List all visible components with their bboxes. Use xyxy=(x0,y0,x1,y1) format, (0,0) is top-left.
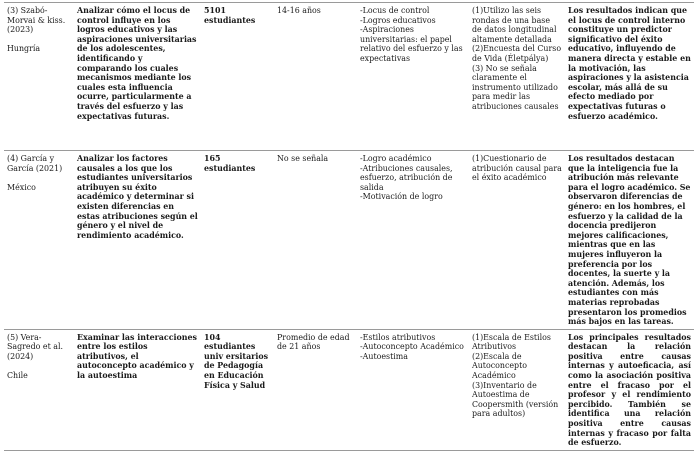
author-cell xyxy=(4,3,74,151)
author-line: (5) Vera- xyxy=(7,332,42,342)
variables-cell xyxy=(357,3,469,151)
variable-item: -Autoconcepto Académico xyxy=(360,342,464,352)
variable-item: -Motivación de logro xyxy=(360,192,443,202)
table-row xyxy=(4,3,694,151)
country: Chile xyxy=(7,371,28,381)
objective-cell: Analizar los factores causales a los que los estudiantes universitarios atribuyen su éxito académico y determinar si existen diferencias en estas atribuciones según el género y el nivel de rendimiento académico. xyxy=(74,151,201,330)
author-line: (2024) xyxy=(7,351,34,361)
author-line: Morvai & kiss. xyxy=(7,15,66,25)
sample-cell: 165 estudiantes xyxy=(201,151,274,330)
instrument-item: (3)Inventario de Autoestima de Coopersmith (versión para adultos) xyxy=(472,380,559,419)
variable-item: -Aspiraciones universitarias: el papel relativo del esfuerzo y las expectativas xyxy=(360,25,463,63)
table-row xyxy=(4,151,694,330)
sample-cell: 5101 estudiantes xyxy=(201,3,274,151)
author-cell xyxy=(4,151,74,330)
author-line: (2023) xyxy=(7,25,34,35)
variable-item: -Atribuciones causales, esfuerzo, atribución de salida xyxy=(360,163,453,192)
author-line: García (2021) xyxy=(7,163,63,173)
author-cell xyxy=(4,329,74,450)
variable-item: -Estilos atributivos xyxy=(360,332,436,342)
instrument-item: (2)Escala de Autoconcepto Académico xyxy=(472,351,528,381)
variable-item: -Autoestima xyxy=(360,351,408,361)
instruments-cell xyxy=(469,3,565,151)
instrument-item: (1)Escala de Estilos Atributivos xyxy=(472,332,551,352)
variable-item: -Logro académico xyxy=(360,154,432,163)
age-cell: No se señala xyxy=(274,151,357,330)
variables-cell xyxy=(357,151,469,330)
objective-cell: Analizar cómo el locus de control influye en los logros educativos y las aspiraciones universitarias de los adolescentes, identificando y comparando los cuales mecanismos mediante los cuales esta influencia ocurre, particularmente a través del esfuerzo y las expectativas futuras. xyxy=(74,3,201,151)
age-cell: Promedio de edad de 21 años xyxy=(274,329,357,450)
variables-cell xyxy=(357,329,469,450)
author-line: (3) Szabó- xyxy=(7,6,48,15)
variable-item: -Locus de control xyxy=(360,6,430,15)
age-cell: 14-16 años xyxy=(274,3,357,151)
author-line: (4) García y xyxy=(7,154,55,163)
instrument-item: (3) No se señala claramente el instrumento utilizado para medir las atribuciones causales xyxy=(472,63,559,111)
results-cell: Los resultados indican que el locus de control interno constituye un predictor significativo del éxito educativo, influyendo de manera directa y estable en la motivación, las aspiraciones y la asistencia escolar, más allá de su efecto mediado por expectativas futuras o esfuerzo académico. xyxy=(565,3,694,151)
variable-item: -Logros educativos xyxy=(360,15,436,25)
results-cell: Los resultados destacan que la inteligencia fue la atribución más relevante para el logro académico. Se observaron diferencias de género: en los hombres, el esfuerzo y la calidad de la docencia predijeron mejores calificaciones, mientras que en las mujeres influyeron la preferencia por los docentes, la suerte y la atención. Además, los estudiantes con más materias reprobadas presentaron los promedios más bajos en las tareas. xyxy=(565,151,694,330)
instruments-cell xyxy=(469,151,565,330)
objective-cell: Examinar las interacciones entre los estilos atributivos, el autoconcepto académico y la autoestima xyxy=(74,329,201,450)
country: Hungría xyxy=(7,44,41,54)
instruments-cell xyxy=(469,329,565,450)
country: México xyxy=(7,182,36,192)
instrument-item: (1)Cuestionario de atribución causal para el éxito académico xyxy=(472,154,562,183)
instrument-item: (1)Utilizo las seis rondas de una base de datos longitudinal altamente detallada xyxy=(472,6,557,44)
results-cell: Los principales resultados destacan la relación positiva entre causas internas y autoeficacia, así como la asociación positiva entre el fracaso por el profesor y el rendimiento percibido. También se identifica una relación positiva entre causas internas y fracaso por falta de esfuerzo. xyxy=(565,329,694,450)
instrument-item: (2)Encuesta del Curso de Vida (Életpálya) xyxy=(472,44,562,63)
studies-table xyxy=(4,2,694,451)
sample-cell: 104 estudiantes univ ersitarios de Pedagogía en Educación Física y Salud xyxy=(201,329,274,450)
table-row xyxy=(4,329,694,450)
author-line: Sagredo et al. xyxy=(7,342,63,352)
